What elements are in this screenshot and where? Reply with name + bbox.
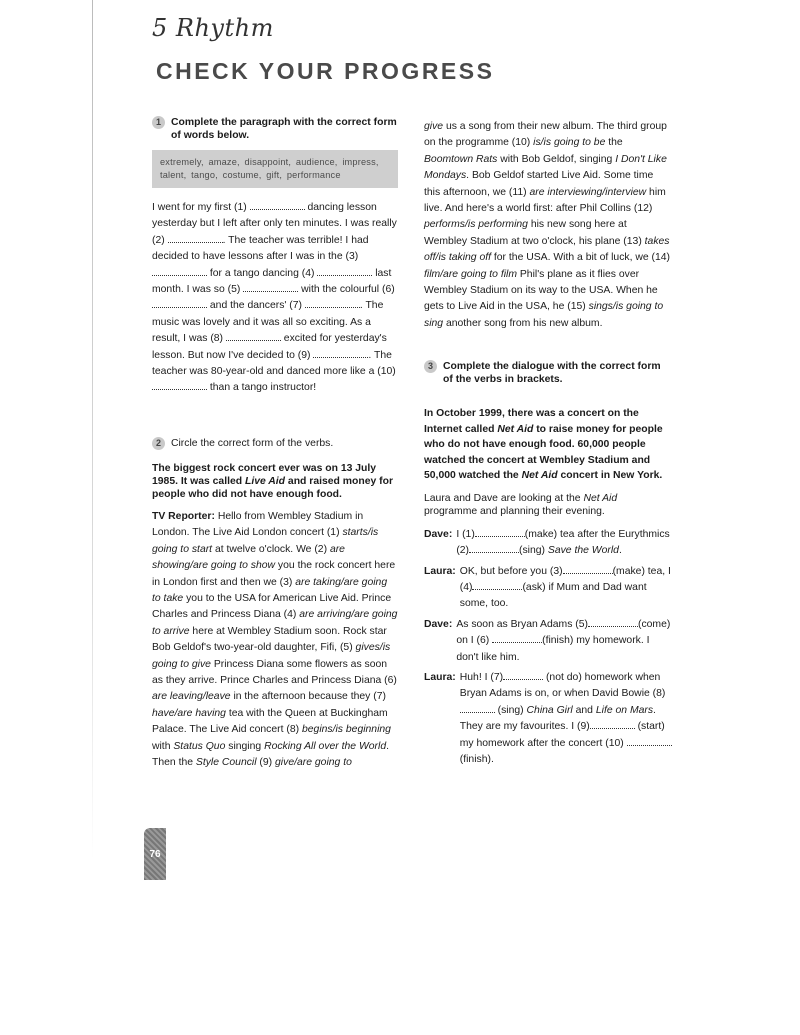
italic-run: Status Quo — [173, 740, 226, 752]
speaker-label: TV Reporter: — [152, 510, 215, 522]
dialogue-speaker: Dave: — [424, 618, 453, 630]
dialogue-line — [424, 617, 672, 666]
exercise-3-instruction: Complete the dialogue with the correct form of the verbs in brackets. — [443, 361, 661, 386]
answer-blank[interactable] — [563, 564, 613, 574]
dialogue-speaker: Laura: — [424, 672, 456, 684]
answer-blank[interactable] — [152, 266, 207, 276]
exercise-2-instruction: Circle the correct form of the verbs. — [171, 437, 334, 449]
italic-run: are leaving/leave — [152, 691, 231, 703]
unit-label: 5 Rhythm — [152, 14, 274, 42]
dialogue-line — [424, 670, 672, 768]
answer-blank[interactable] — [627, 736, 672, 746]
dialogue-speaker: Laura: — [424, 565, 456, 577]
right-column — [424, 119, 672, 768]
answer-blank[interactable] — [152, 380, 207, 390]
exercise-3-number: 3 — [424, 360, 437, 373]
italic-run: I Don't Like Mondays — [424, 153, 667, 182]
exercise-3-dialogue — [424, 527, 672, 769]
italic-run: Save the World — [547, 545, 619, 557]
exercise-1-number: 1 — [152, 116, 165, 129]
left-column — [152, 116, 398, 771]
page-number-tab — [144, 828, 166, 880]
word-box: extremely, amaze, disappoint, audience, impress, talent, tango, costume, gift, performance — [152, 150, 398, 188]
italic-run: Rocking All over the World — [264, 740, 387, 752]
dialogue-text: I (1) (make) tea after the Eurythmics (2) (sing) Save the World. — [456, 528, 670, 557]
italic-run: are interviewing/interview — [529, 186, 647, 198]
answer-blank[interactable] — [460, 703, 495, 713]
exercise-3-heading — [424, 360, 672, 386]
answer-blank[interactable] — [590, 719, 635, 729]
italic-run: have/are having — [152, 707, 226, 719]
margin-rule — [92, 0, 93, 860]
dialogue-text: OK, but before you (3) (make) tea, I (4) (ask) if Mum and Dad want some, too. — [459, 565, 671, 610]
answer-blank[interactable] — [475, 527, 525, 537]
italic-run: sings/is going to sing — [424, 301, 664, 329]
exercise-1-paragraph: I went for my first (1) dancing lesson yesterday but I left after only ten minutes. I was really (2) . The teacher was terrible! I had decided to have lessons after I was in the (3) for a tango dancing (4) last month. I was so (5) with the colourful (6) and the dancers' (7) . The music was lovely and it was all so exciting. As a result, I was (8) excited for yesterday's lesson. But now I've decided to (9) . The teacher was 80-year-old and danced more like a (10) than a tango instructor! — [152, 202, 397, 394]
dialogue-text: As soon as Bryan Adams (5) (come) on I (6) (finish) my homework. I don't like him. — [456, 618, 671, 663]
italic-run: Boomtown Rats — [424, 153, 498, 165]
italic-run: Net Aid — [497, 423, 534, 435]
answer-blank[interactable] — [317, 266, 372, 276]
answer-blank[interactable] — [472, 580, 522, 590]
answer-blank[interactable] — [250, 200, 305, 210]
italic-run: is/is going to be — [533, 137, 606, 149]
italic-run: Net Aid — [521, 470, 558, 482]
italic-run: takes off/is taking off — [424, 235, 670, 264]
dialogue-text: Huh! I (7) (not do) homework when Bryan Adams is on, or when David Bowie (8) (sing) China Girl and Life on Mars. They are my favourites. I (9) (start) my homework after the concert (10) (finish). — [460, 670, 672, 768]
answer-blank[interactable] — [469, 543, 519, 553]
page-number: 76 — [149, 848, 161, 860]
exercise-2-report: TV Reporter: Hello from Wembley Stadium in London. The Live Aid London concert (1) starts/is going to start at twelve o'clock. We (2) are showing/are going to show you the rock concert here in London first and then we (3) are taking/are going to take you to the USA for American Live Aid. Prince Charles and Princess Diana (4) are arriving/are going to arrive here at Wembley Stadium soon. Rock star Bob Geldof's two-year-old daughter, Fifi, (5) gives/is going to give Princess Diana some flowers as soon as they arrive. Prince Charles and Princess Diana (6) are leaving/leave in the afternoon because they (7) have/are having tea with the Queen at Buckingham Palace. The Live Aid concert (8) begins/is beginning with Status Quo singing Rocking All over the World. Then the Style Council (9) give/are going to — [152, 510, 398, 768]
answer-blank[interactable] — [152, 298, 207, 308]
italic-run: Life on Mars — [595, 704, 654, 716]
italic-run: are arriving/are going to arrive — [152, 609, 398, 637]
answer-blank[interactable] — [305, 298, 360, 308]
answer-blank[interactable] — [226, 331, 281, 341]
italic-run: Live Aid — [245, 475, 286, 487]
dialogue-line — [424, 527, 672, 560]
italic-run: China Girl — [526, 704, 573, 716]
page-title: CHECK YOUR PROGRESS — [156, 58, 495, 84]
answer-blank[interactable] — [313, 348, 368, 358]
exercise-2-number: 2 — [152, 437, 165, 450]
exercise-3-intro: In October 1999, there was a concert on the Internet called Net Aid to raise money for people who do not have enough food. 60,000 people watched the concert at Wembley Stadium and 50,000 watched the Net Aid concert in New York. — [424, 408, 663, 482]
exercise-3-setup: Laura and Dave are looking at the Net Aid programme and planning their evening. — [424, 492, 618, 518]
italic-run: Style Council — [195, 756, 257, 768]
italic-run: film/are going to film — [424, 268, 517, 280]
italic-run: Net Aid — [583, 492, 618, 504]
italic-run: begins/is beginning — [301, 724, 391, 736]
italic-run: are showing/are going to show — [152, 543, 345, 572]
exercise-1-heading — [152, 116, 398, 142]
italic-run: gives/is going to give — [152, 642, 391, 670]
italic-run: give — [424, 121, 444, 132]
exercise-2-report-continued: give us a song from their new album. The third group on the programme (10) is/is going to be the Boomtown Rats with Bob Geldof, singing I Don't Like Mondays. Bob Geldof started Live Aid. Some time this afternoon, we (11) are interviewing/interview him live. And here's a world first: after Phil Collins (12) performs/is performing his new song here at Wembley Stadium at two o'clock, his plane (13) takes off/is taking off for the USA. With a bit of luck, we (14) film/are going to film Phil's plane as it flies over Wembley Stadium on its way to the USA. When he gets to Live Aid in the USA, he (15) sings/is going to sing another song from his new album. — [424, 121, 671, 329]
italic-run: are taking/are going to take — [152, 576, 388, 604]
exercise-2-intro: The biggest rock concert ever was on 13 July 1985. It was called Live Aid and raised money for people who did not have enough food. — [152, 462, 394, 500]
italic-run: give/are going to — [275, 756, 352, 768]
exercise-1-instruction: Complete the paragraph with the correct form of words below. — [171, 117, 397, 141]
exercise-2-heading — [152, 437, 398, 450]
dialogue-line — [424, 564, 672, 613]
answer-blank[interactable] — [503, 670, 543, 680]
italic-run: performs/is performing — [424, 219, 528, 231]
dialogue-speaker: Dave: — [424, 528, 453, 540]
answer-blank[interactable] — [168, 233, 223, 243]
answer-blank[interactable] — [588, 617, 638, 627]
answer-blank[interactable] — [492, 633, 542, 643]
answer-blank[interactable] — [243, 282, 298, 292]
italic-run: starts/is going to start — [152, 527, 379, 555]
